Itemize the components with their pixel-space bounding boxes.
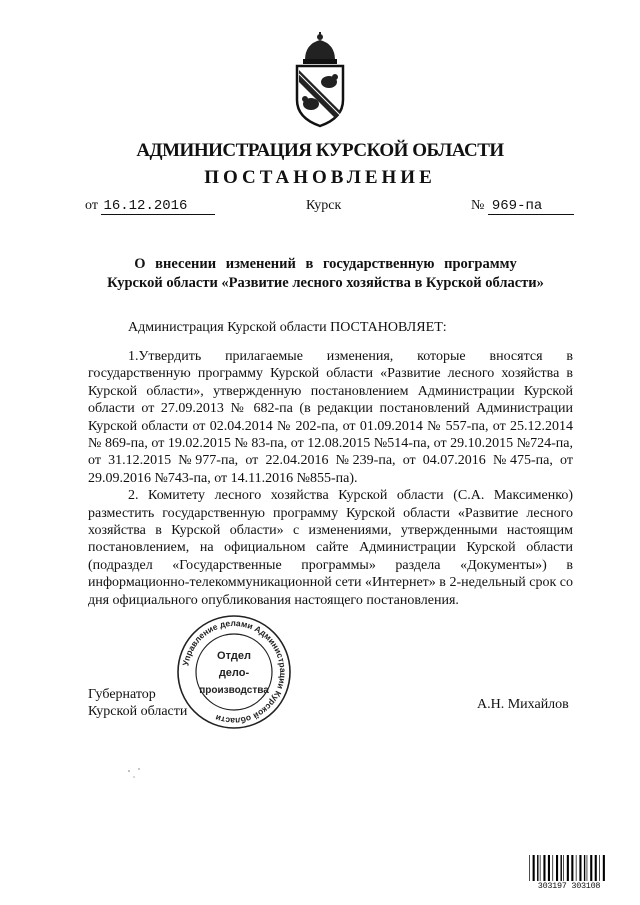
stamp-center-line-2: дело- (218, 667, 250, 679)
barcode-number: 303197 303108 (528, 881, 610, 891)
stamp-center-line-1: Отдел (217, 650, 251, 662)
document-date: 16.12.2016 (101, 198, 215, 215)
issuing-authority: АДМИНИСТРАЦИЯ КУРСКОЙ ОБЛАСТИ (136, 140, 504, 161)
stamp-ring-text: Управление делами Администрации Курской области (180, 617, 289, 727)
signer-title (88, 686, 187, 720)
document-number: 969-па (488, 198, 574, 215)
document-body (88, 348, 573, 609)
signer-name: А.Н. Михайлов (477, 697, 569, 712)
number-prefix: № (471, 198, 485, 213)
paragraph-2: 2. Комитету лесного хозяйства Курской области (С.А. Максименко) разместить государственную программу Курской области «Развитие лесного хозяйства в Курской области» с изменениями, утвержденными настоящим постановлением, на официальном сайте Администрации Курской области (подраздел «Государственные программы» раздела «Документы») в информационно-телекоммуникационной сети «Интернет» в 2-недельный срок со дня официального опубликования настоящего постановления. (88, 488, 573, 608)
subject-line-1: О внесении изменений в государственную программу (134, 256, 517, 272)
document-type: ПОСТАНОВЛЕНИЕ (204, 167, 436, 188)
issue-city: Курск (306, 198, 342, 213)
date-line (85, 198, 215, 215)
document-subject (88, 255, 563, 293)
number-line (471, 198, 574, 215)
signer-title-line-2: Курской области (88, 704, 188, 719)
stamp-center-line-3: производства (199, 685, 269, 696)
preamble: Администрация Курской области ПОСТАНОВЛЯЕТ: (128, 320, 447, 335)
office-stamp (175, 613, 293, 731)
scan-specks (125, 765, 145, 785)
subject-line-2: Курской области «Развитие лесного хозяйства в Курской области» (107, 275, 544, 291)
paragraph-1: 1.Утвердить прилагаемые изменения, которые вносятся в государственную программу Курской области «Развитие лесного хозяйства в Курской области», утвержденную постановлением Администрации Курской области от 27.09.2013 № 682-па (в редакции постановлений Администрации Курской области от 02.04.2014 № 202-па, от 01.09.2014 № 557-па, от 25.12.2014 № 869-па, от 19.02.2015 № 83-па, от 12.08.2015 №514-па, от 29.10.2015 №724-па, от 31.12.2015 №977-па, от 22.04.2016 №239-па, от 04.07.2016 №475-па, от 29.09.2016 №743-па, от 14.11.2016 №855-па). (88, 349, 573, 486)
signer-title-line-1: Губернатор (88, 687, 156, 702)
coat-of-arms-emblem (291, 30, 349, 130)
date-prefix: от (85, 198, 98, 213)
